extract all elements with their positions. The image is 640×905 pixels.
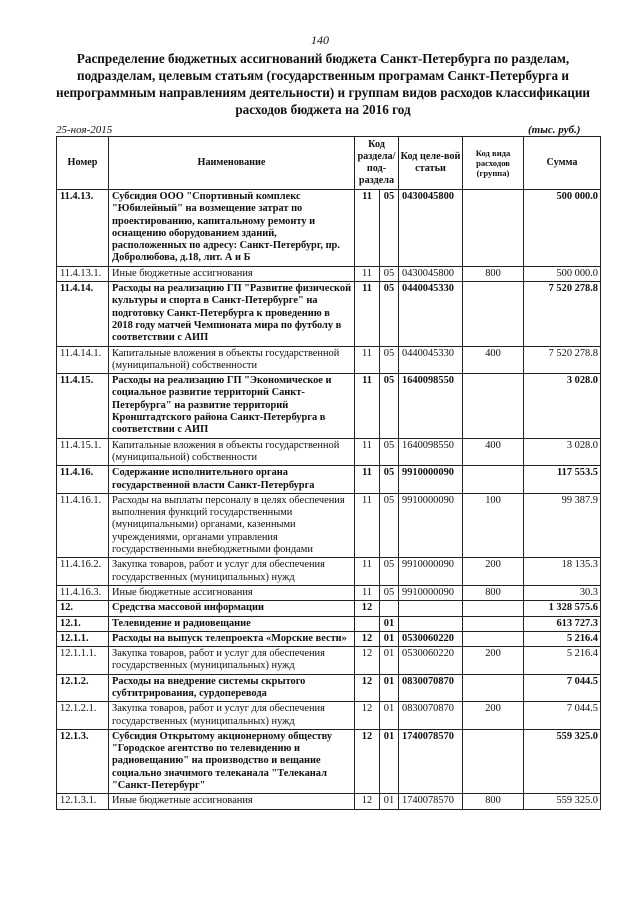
row-number: 12.1.1.	[57, 631, 109, 646]
row-subsection: 05	[380, 374, 399, 438]
row-sum: 500 000.0	[524, 266, 601, 281]
table-row	[57, 601, 601, 616]
row-subsection: 01	[380, 702, 399, 730]
table-row	[57, 493, 601, 557]
table-row	[57, 190, 601, 267]
row-article: 0440045330	[399, 282, 463, 346]
row-number: 11.4.15.	[57, 374, 109, 438]
table-row	[57, 282, 601, 346]
row-section: 11	[355, 282, 380, 346]
row-name: Иные бюджетные ассигнования	[109, 266, 355, 281]
row-article	[399, 601, 463, 616]
table-row	[57, 558, 601, 586]
row-name: Содержание исполнительного органа государственной власти Санкт-Петербурга	[109, 466, 355, 494]
row-sum: 99 387.9	[524, 493, 601, 557]
row-article: 9910000090	[399, 558, 463, 586]
row-subsection: 05	[380, 585, 399, 600]
row-sum: 3 028.0	[524, 438, 601, 466]
row-section	[355, 616, 380, 631]
table-row	[57, 631, 601, 646]
row-expense-type	[463, 674, 524, 702]
header-section: Код раздела/ под-раздела	[355, 137, 399, 190]
row-article: 0530060220	[399, 647, 463, 675]
row-section: 12	[355, 702, 380, 730]
row-section: 12	[355, 647, 380, 675]
table-row	[57, 266, 601, 281]
row-number: 12.1.	[57, 616, 109, 631]
row-section: 11	[355, 585, 380, 600]
table-row	[57, 702, 601, 730]
row-section: 12	[355, 794, 380, 809]
row-sum: 7 520 278.8	[524, 346, 601, 374]
row-subsection: 01	[380, 616, 399, 631]
row-sum: 613 727.3	[524, 616, 601, 631]
table-row	[57, 438, 601, 466]
row-subsection: 05	[380, 266, 399, 281]
row-expense-type: 800	[463, 794, 524, 809]
row-number: 11.4.13.	[57, 190, 109, 267]
row-article: 0430045800	[399, 266, 463, 281]
row-article: 0530060220	[399, 631, 463, 646]
row-number: 11.4.16.2.	[57, 558, 109, 586]
header-sum: Сумма	[524, 137, 601, 190]
row-expense-type: 800	[463, 266, 524, 281]
row-subsection: 01	[380, 794, 399, 809]
row-section: 11	[355, 346, 380, 374]
row-sum: 30.3	[524, 585, 601, 600]
row-number: 12.1.2.1.	[57, 702, 109, 730]
row-section: 12	[355, 674, 380, 702]
table-row	[57, 466, 601, 494]
row-subsection: 05	[380, 466, 399, 494]
row-subsection: 05	[380, 346, 399, 374]
row-expense-type: 400	[463, 438, 524, 466]
units-label: (тыс. руб.)	[528, 124, 581, 136]
row-subsection: 01	[380, 729, 399, 793]
row-name: Закупка товаров, работ и услуг для обеспечения государственных (муниципальных) нужд	[109, 702, 355, 730]
row-name: Телевидение и радиовещание	[109, 616, 355, 631]
row-expense-type: 200	[463, 647, 524, 675]
row-subsection: 05	[380, 558, 399, 586]
document-date: 25-ноя-2015	[56, 124, 113, 136]
table-row	[57, 585, 601, 600]
row-section: 12	[355, 601, 380, 616]
row-section: 11	[355, 266, 380, 281]
row-expense-type: 400	[463, 346, 524, 374]
row-article: 1640098550	[399, 438, 463, 466]
row-expense-type: 800	[463, 585, 524, 600]
row-number: 11.4.14.1.	[57, 346, 109, 374]
row-section: 11	[355, 558, 380, 586]
header-expense-type: Код вида расходов (группа)	[463, 137, 524, 190]
row-expense-type: 200	[463, 702, 524, 730]
row-expense-type	[463, 631, 524, 646]
table-row	[57, 616, 601, 631]
table-row	[57, 794, 601, 809]
table-header-row	[57, 137, 601, 190]
row-expense-type	[463, 190, 524, 267]
row-subsection: 01	[380, 674, 399, 702]
row-number: 12.1.2.	[57, 674, 109, 702]
row-name: Закупка товаров, работ и услуг для обеспечения государственных (муниципальных) нужд	[109, 647, 355, 675]
row-number: 11.4.16.3.	[57, 585, 109, 600]
row-sum: 7 520 278.8	[524, 282, 601, 346]
row-subsection: 01	[380, 631, 399, 646]
row-article: 1740078570	[399, 794, 463, 809]
row-article: 9910000090	[399, 493, 463, 557]
row-name: Капитальные вложения в объекты государственной (муниципальной) собственности	[109, 346, 355, 374]
row-section: 11	[355, 493, 380, 557]
header-article: Код целе-вой статьи	[399, 137, 463, 190]
row-number: 12.1.3.	[57, 729, 109, 793]
row-name: Субсидия ООО "Спортивный комплекс "Юбилейный" на возмещение затрат по проектированию, капитальному ремонту и оснащению оборудованием зданий, расположенных по адресу: Санкт-Петербург, пр. Добролюбова, д.18, лит. А и Б	[109, 190, 355, 267]
row-article: 0430045800	[399, 190, 463, 267]
row-article: 1740078570	[399, 729, 463, 793]
row-sum: 500 000.0	[524, 190, 601, 267]
row-subsection: 05	[380, 493, 399, 557]
header-name: Наименование	[109, 137, 355, 190]
row-article: 0830070870	[399, 674, 463, 702]
row-number: 12.	[57, 601, 109, 616]
row-article: 0830070870	[399, 702, 463, 730]
row-sum: 5 216.4	[524, 647, 601, 675]
row-section: 11	[355, 466, 380, 494]
table-row	[57, 374, 601, 438]
row-name: Закупка товаров, работ и услуг для обеспечения государственных (муниципальных) нужд	[109, 558, 355, 586]
document-title: Распределение бюджетных ассигнований бюджета Санкт-Петербурга по разделам, подразделам, целевым статьям (государственным програмам Санкт-Петербурга и непрограммным направлениям деятельности) и группам видов расходов классификации расходов бюджета на 2016 год	[56, 51, 591, 117]
page-number: 140	[311, 33, 329, 47]
row-section: 11	[355, 190, 380, 267]
row-number: 11.4.13.1.	[57, 266, 109, 281]
row-name: Иные бюджетные ассигнования	[109, 794, 355, 809]
row-expense-type	[463, 616, 524, 631]
row-name: Расходы на реализацию ГП "Развитие физической культуры и спорта в Санкт-Петербурге" на подготовку Санкт-Петербурга к проведению в 2018 году матчей Чемпионата мира по футболу в соответствии с АИП	[109, 282, 355, 346]
row-number: 11.4.14.	[57, 282, 109, 346]
row-sum: 559 325.0	[524, 729, 601, 793]
row-sum: 117 553.5	[524, 466, 601, 494]
row-sum: 3 028.0	[524, 374, 601, 438]
row-subsection: 05	[380, 282, 399, 346]
row-expense-type	[463, 466, 524, 494]
row-section: 11	[355, 374, 380, 438]
row-subsection: 05	[380, 190, 399, 267]
row-article: 1640098550	[399, 374, 463, 438]
row-sum: 7 044.5	[524, 674, 601, 702]
table-row	[57, 647, 601, 675]
row-subsection: 01	[380, 647, 399, 675]
row-name: Расходы на реализацию ГП "Экономическое и социальное развитие территорий Санкт-Петербурга" на развитие территорий Кронштадтского района Санкт-Петербурга в соответствии с АИП	[109, 374, 355, 438]
table-row	[57, 346, 601, 374]
row-subsection	[380, 601, 399, 616]
row-number: 12.1.1.1.	[57, 647, 109, 675]
row-number: 11.4.16.1.	[57, 493, 109, 557]
row-name: Субсидия Открытому акционерному обществу "Городское агентство по телевидению и радиовещанию" на производство и вещание социально значимого телеканала "Телеканал "Санкт-Петербург"	[109, 729, 355, 793]
row-article	[399, 616, 463, 631]
header-number: Номер	[57, 137, 109, 190]
row-sum: 559 325.0	[524, 794, 601, 809]
row-sum: 7 044.5	[524, 702, 601, 730]
row-name: Расходы на выплаты персоналу в целях обеспечения выполнения функций государственными (муниципальными) органами, казенными учреждениями, органами управления государственными внебюджетными фондами	[109, 493, 355, 557]
row-name: Расходы на внедрение системы скрытого субтитрирования, сурдоперевода	[109, 674, 355, 702]
row-section: 12	[355, 631, 380, 646]
row-expense-type	[463, 601, 524, 616]
row-expense-type	[463, 374, 524, 438]
row-name: Иные бюджетные ассигнования	[109, 585, 355, 600]
row-subsection: 05	[380, 438, 399, 466]
row-number: 11.4.15.1.	[57, 438, 109, 466]
row-sum: 18 135.3	[524, 558, 601, 586]
row-number: 12.1.3.1.	[57, 794, 109, 809]
row-section: 11	[355, 438, 380, 466]
row-article: 0440045330	[399, 346, 463, 374]
row-expense-type	[463, 729, 524, 793]
table-body	[57, 190, 601, 810]
row-expense-type: 200	[463, 558, 524, 586]
row-section: 12	[355, 729, 380, 793]
row-expense-type: 100	[463, 493, 524, 557]
row-number: 11.4.16.	[57, 466, 109, 494]
row-article: 9910000090	[399, 466, 463, 494]
row-name: Капитальные вложения в объекты государственной (муниципальной) собственности	[109, 438, 355, 466]
row-sum: 1 328 575.6	[524, 601, 601, 616]
row-name: Средства массовой информации	[109, 601, 355, 616]
table-row	[57, 729, 601, 793]
table-row	[57, 674, 601, 702]
budget-table	[56, 136, 601, 810]
row-article: 9910000090	[399, 585, 463, 600]
row-expense-type	[463, 282, 524, 346]
row-sum: 5 216.4	[524, 631, 601, 646]
row-name: Расходы на выпуск телепроекта «Морские вести»	[109, 631, 355, 646]
